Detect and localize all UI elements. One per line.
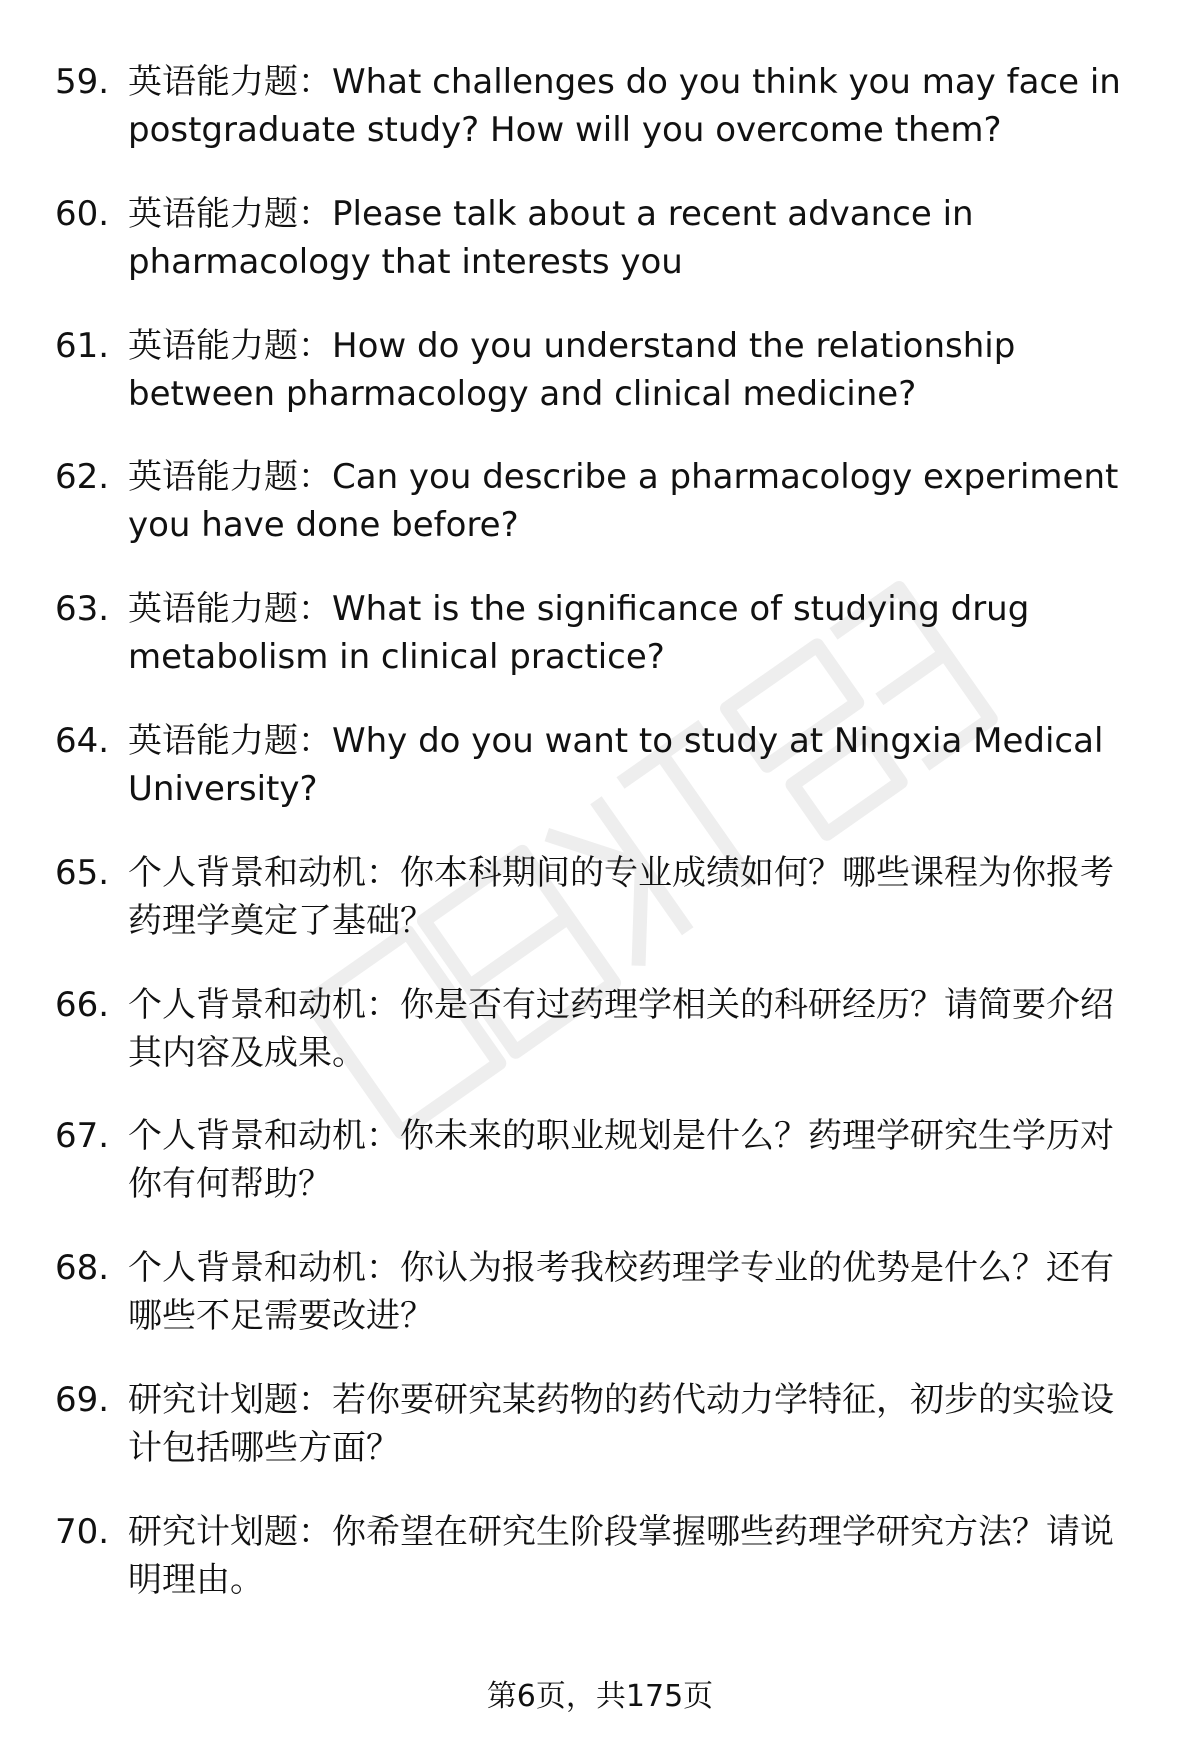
question-item: [0, 1244, 1200, 1376]
question-number: 59.: [55, 62, 110, 102]
question-text: 个人背景和动机：你是否有过药理学相关的科研经历？请简要介绍其内容及成果。: [128, 984, 1114, 1073]
question-text: 个人背景和动机：你认为报考我校药理学专业的优势是什么？还有哪些不足需要改进？: [128, 1248, 1114, 1337]
question-number: 62.: [55, 457, 110, 498]
question-number: 68.: [55, 1248, 110, 1289]
question-text: 研究计划题：你希望在研究生阶段掌握哪些药理学研究方法？请说明理由。: [128, 1511, 1114, 1600]
question-text: 研究计划题：若你要研究某药物的药代动力学特征，初步的实验设计包括哪些方面？: [128, 1379, 1114, 1468]
question-item: [0, 849, 1200, 981]
question-number: 61.: [55, 325, 110, 366]
question-text: 个人背景和动机：你本科期间的专业成绩如何？哪些课程为你报考药理学奠定了基础？: [128, 852, 1114, 941]
question-number: 65.: [55, 852, 110, 893]
question-item: [0, 585, 1200, 717]
question-number: 60.: [55, 193, 110, 234]
question-item: [0, 190, 1200, 322]
question-item: [0, 1112, 1200, 1244]
question-item: [0, 58, 1200, 190]
question-number: 64.: [55, 720, 110, 761]
question-item: [0, 453, 1200, 585]
question-item: [0, 1508, 1200, 1640]
question-item: [0, 322, 1200, 454]
question-number: 70.: [55, 1511, 110, 1552]
question-text: 英语能力题：Why do you want to study at Ningxia Medical University?: [128, 720, 1104, 809]
question-number: 66.: [55, 984, 110, 1025]
question-text: 个人背景和动机：你未来的职业规划是什么？药理学研究生学历对你有何帮助？: [128, 1116, 1114, 1205]
question-number: 63.: [55, 589, 110, 630]
question-number: 69.: [55, 1379, 110, 1420]
question-number: 67.: [55, 1116, 110, 1157]
question-item: [0, 717, 1200, 849]
question-list: [0, 58, 1200, 1640]
question-item: [0, 1376, 1200, 1508]
question-text: 英语能力题：What challenges do you think you may face in postgraduate study? How will you overcome them?: [128, 62, 1121, 150]
question-text: 英语能力题：Please talk about a recent advance in pharmacology that interests you: [128, 193, 974, 282]
question-text: 英语能力题：What is the significance of studying drug metabolism in clinical practice?: [128, 589, 1030, 678]
question-item: [0, 981, 1200, 1113]
question-text: 英语能力题：Can you describe a pharmacology experiment you have done before?: [128, 457, 1119, 546]
question-text: 英语能力题：How do you understand the relationship between pharmacology and clinical medicine?: [128, 325, 1016, 414]
page-footer: 第6页，共175页: [486, 1679, 714, 1714]
